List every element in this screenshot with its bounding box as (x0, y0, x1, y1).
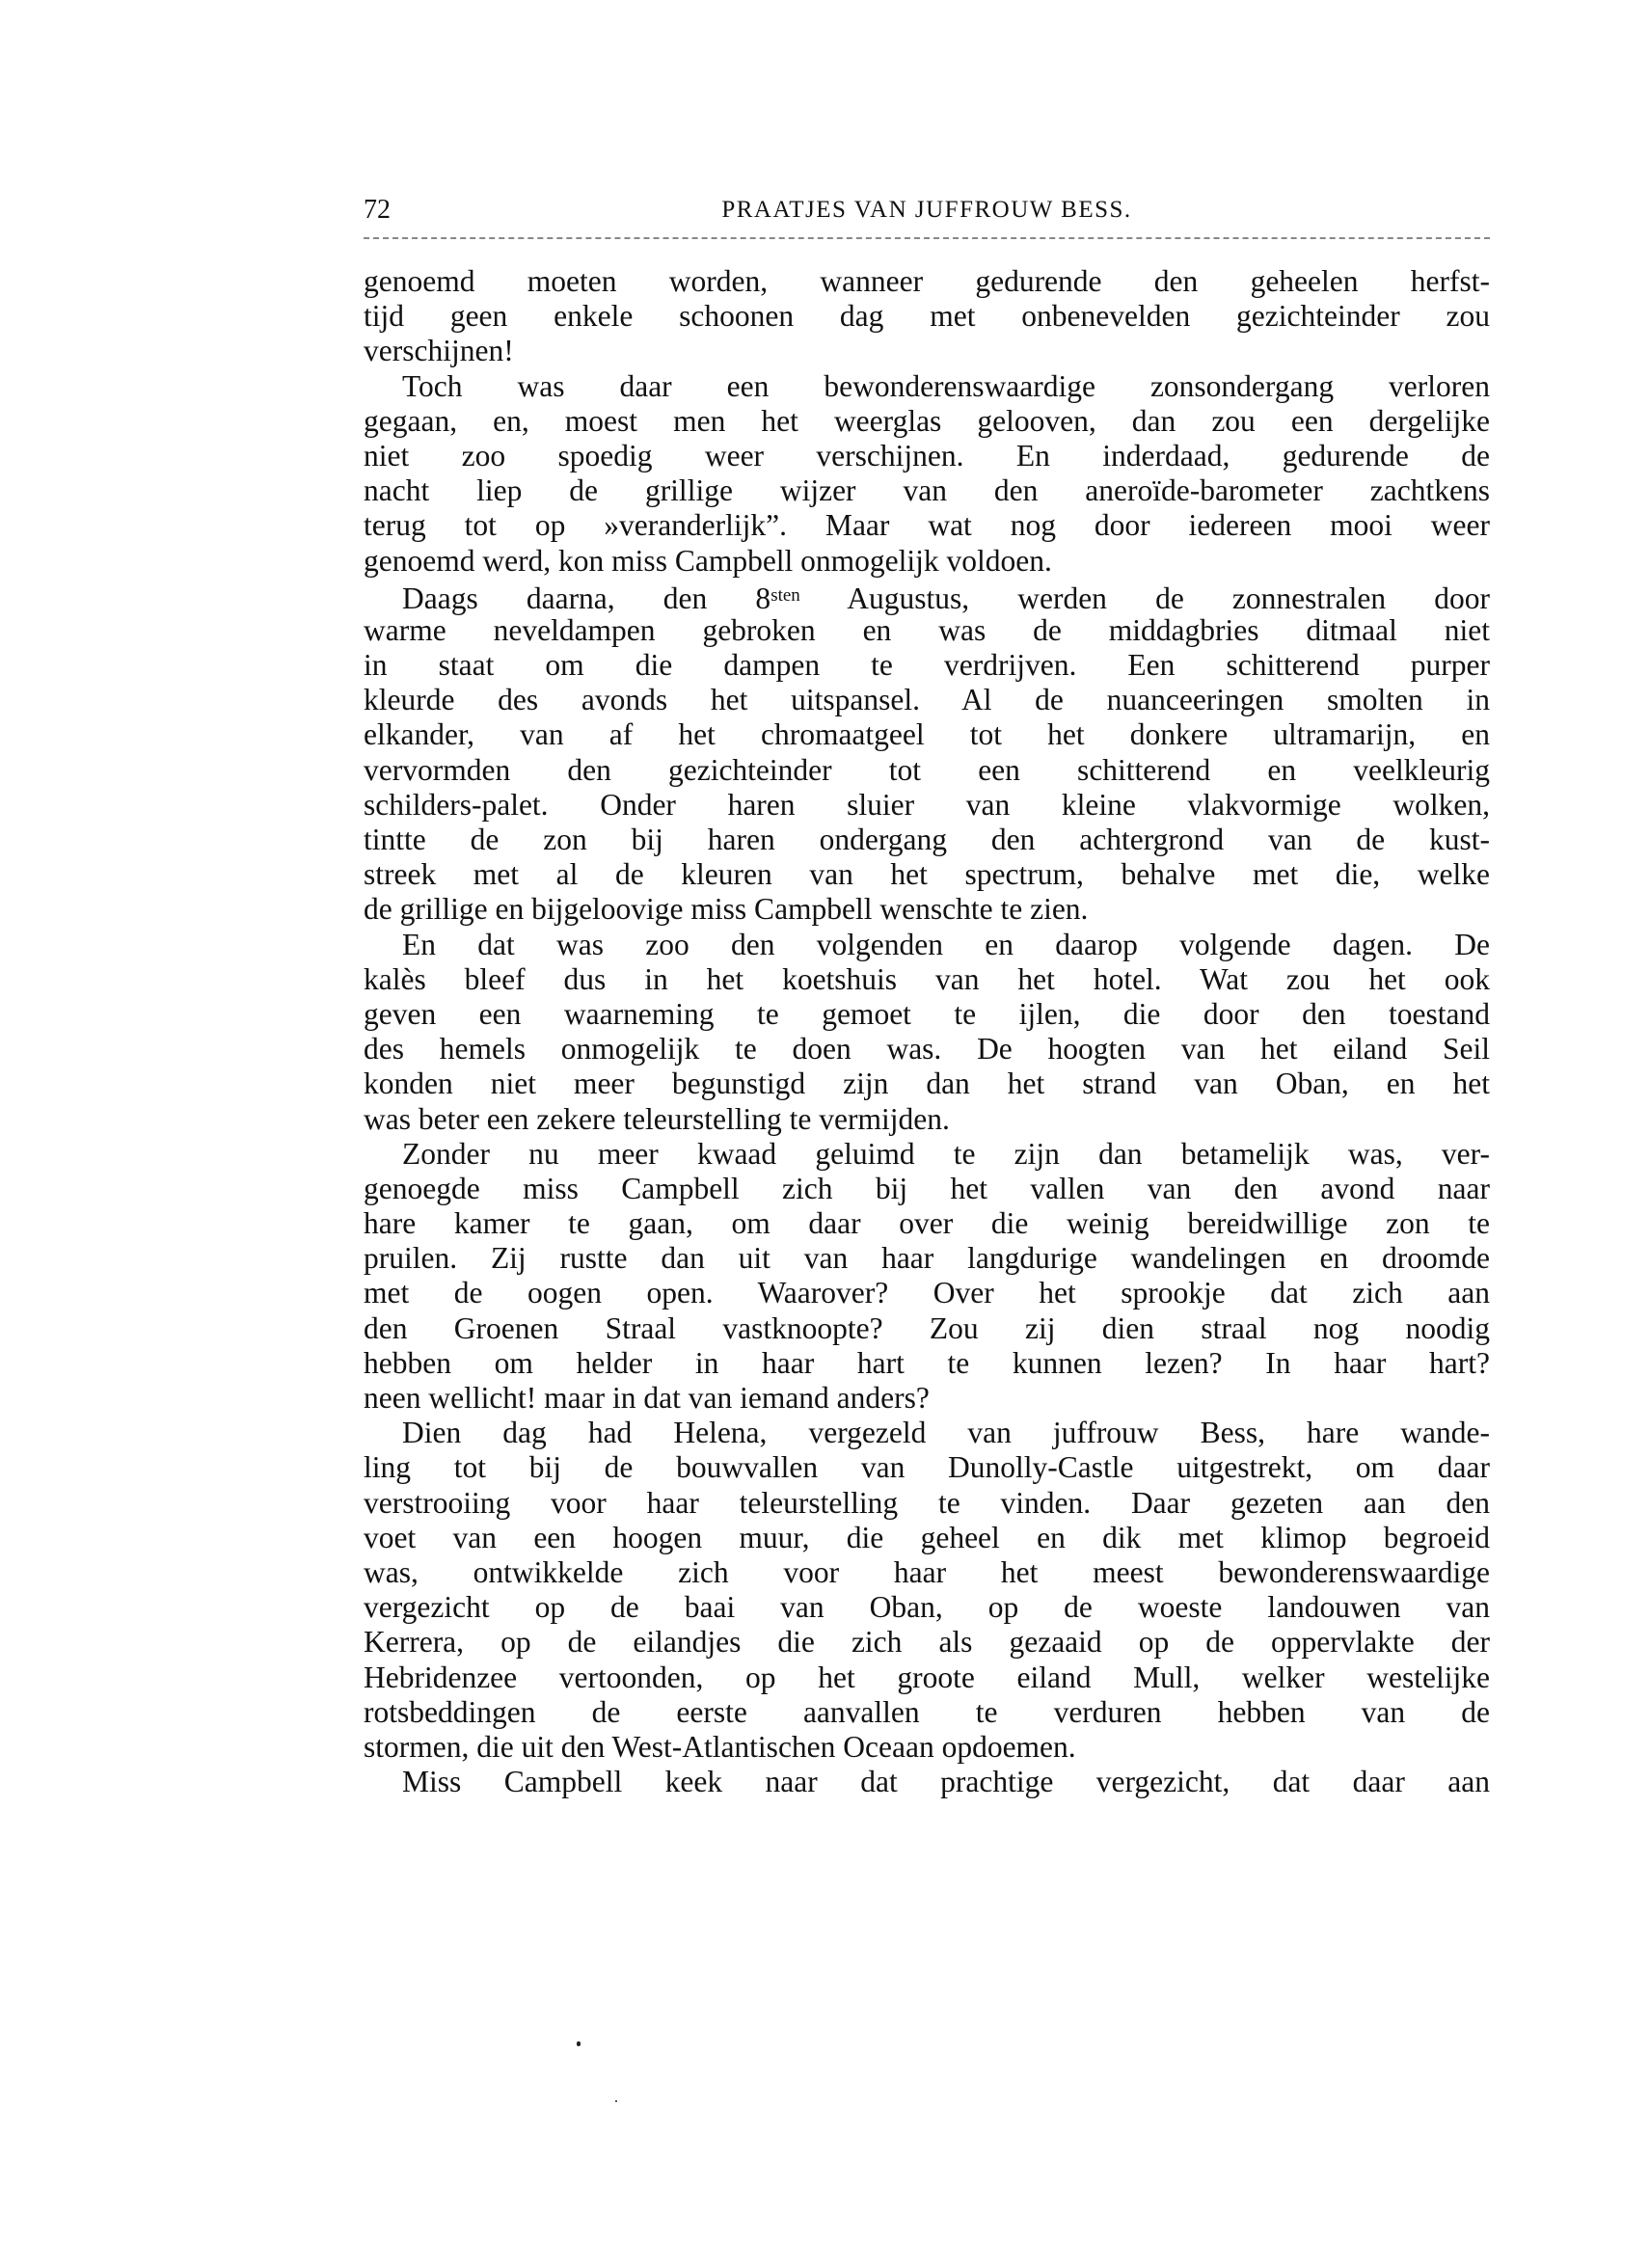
print-speck (615, 2100, 617, 2102)
text-line: kleurde des avonds het uitspansel. Al de nuanceeringen smolten in (364, 683, 1490, 717)
text-line: de grillige en bijgeloovige miss Campbell wenschte te zien. (364, 892, 1089, 927)
text-line: genoemd werd, kon miss Campbell onmogelijk voldoen. (364, 543, 1052, 578)
text-line: hare kamer te gaan, om daar over die weinig bereidwillige zon te (364, 1206, 1490, 1241)
text-line: verschijnen! (364, 334, 514, 368)
text-line: En dat was zoo den volgenden en daarop volgende dagen. De (402, 927, 1490, 961)
text-line: Zonder nu meer kwaad geluimd te zijn dan betamelijk was, ver- (402, 1136, 1490, 1171)
text-line: met de oogen open. Waarover? Over het sprookje dat zich aan (364, 1276, 1490, 1310)
text-line: elkander, van af het chromaatgeel tot het donkere ultramarijn, en (364, 717, 1490, 752)
text-line: neen wellicht! maar in dat van iemand anders? (364, 1381, 930, 1415)
text-line: genoemd moeten worden, wanneer gedurende den geheelen herfst- (364, 264, 1490, 298)
text-line: des hemels onmogelijk te doen was. De hoogten van het eiland Seil (364, 1032, 1490, 1066)
book-page (364, 183, 1490, 1799)
text-line: konden niet meer begunstigd zijn dan het strand van Oban, en het (364, 1066, 1490, 1101)
text-line: in staat om die dampen te verdrijven. Een schitterend purper (364, 648, 1490, 683)
text-line: voet van een hoogen muur, die geheel en dik met klimop begroeid (364, 1520, 1490, 1554)
paragraph (364, 1137, 1490, 1417)
text-line: streek met al de kleuren van het spectrum, behalve met die, welke (364, 857, 1490, 892)
paragraph (364, 579, 1490, 928)
page-number: 72 (364, 195, 391, 225)
text-line: warme neveldampen gebroken en was de middagbries ditmaal niet (364, 612, 1490, 647)
header-rule (364, 237, 1490, 239)
text-line: vergezicht op de baai van Oban, op de woeste landouwen van (364, 1590, 1490, 1625)
paragraph (364, 1416, 1490, 1765)
print-speck (577, 2041, 581, 2046)
text-line: was beter een zekere teleurstelling te vermijden. (364, 1101, 950, 1136)
text-line: Dien dag had Helena, vergezeld van juffrouw Bess, hare wande- (402, 1416, 1490, 1450)
text-line: terug tot op »veranderlijk”. Maar wat nog door iedereen mooi weer (364, 508, 1490, 543)
text-line: verstrooiing voor haar teleurstelling te vinden. Daar gezeten aan den (364, 1485, 1490, 1520)
text-line: schilders-palet. Onder haren sluier van kleine vlakvormige wolken, (364, 787, 1490, 822)
running-title: PRAATJES VAN JUFFROUW BESS. (721, 197, 1132, 223)
text-line: Kerrera, op de eilandjes die zich als gezaaid op de oppervlakte der (364, 1625, 1490, 1660)
text-line: Miss Campbell keek naar dat prachtige vergezicht, dat daar aan (402, 1765, 1490, 1799)
text-fragment: Augustus, werden de zonnestralen door (799, 580, 1490, 615)
text-line: ling tot bij de bouwvallen van Dunolly-Castle uitgestrekt, om daar (364, 1450, 1490, 1485)
paragraph (364, 928, 1490, 1137)
paragraph (364, 369, 1490, 579)
text-line: Toch was daar een bewonderenswaardige zonsondergang verloren (402, 368, 1490, 403)
text-fragment: Daags daarna, den 8 (402, 580, 771, 615)
text-line: nacht liep de grillige wijzer van den aneroïde-barometer zachtkens (364, 473, 1490, 508)
text-line: tintte de zon bij haren ondergang den achtergrond van de kust- (364, 823, 1490, 856)
paragraph (364, 264, 1490, 369)
running-head (364, 183, 1490, 226)
text-line: rotsbeddingen de eerste aanvallen te verduren hebben van de (364, 1694, 1490, 1729)
paragraph (364, 1765, 1490, 1799)
text-line: stormen, die uit den West-Atlantischen Oceaan opdoemen. (364, 1729, 1076, 1764)
text-line: den Groenen Straal vastknoopte? Zou zij dien straal nog noodig (364, 1310, 1490, 1345)
text-line: was, ontwikkelde zich voor haar het meest bewonderenswaardige (364, 1554, 1490, 1589)
text-line: gegaan, en, moest men het weerglas gelooven, dan zou een dergelijke (364, 403, 1490, 438)
text-line: geven een waarneming te gemoet te ijlen, die door den toestand (364, 996, 1490, 1031)
text-line: hebben om helder in haar hart te kunnen lezen? In haar hart? (364, 1345, 1490, 1380)
text-line: genoegde miss Campbell zich bij het vallen van den avond naar (364, 1171, 1490, 1205)
text-line: niet zoo spoedig weer verschijnen. En inderdaad, gedurende de (364, 438, 1490, 472)
ordinal-superscript: sten (770, 584, 800, 606)
text-line: Hebridenzee vertoonden, op het groote eiland Mull, welker westelijke (364, 1660, 1490, 1694)
body-text (364, 264, 1490, 1799)
text-line (364, 579, 1490, 613)
text-line: tijd geen enkele schoonen dag met onbenevelden gezichteinder zou (364, 299, 1490, 334)
text-line: kalès bleef dus in het koetshuis van het hotel. Wat zou het ook (364, 961, 1490, 996)
text-line: pruilen. Zij rustte dan uit van haar langdurige wandelingen en droomde (364, 1241, 1490, 1276)
text-line: vervormden den gezichteinder tot een schitterend en veelkleurig (364, 752, 1490, 787)
